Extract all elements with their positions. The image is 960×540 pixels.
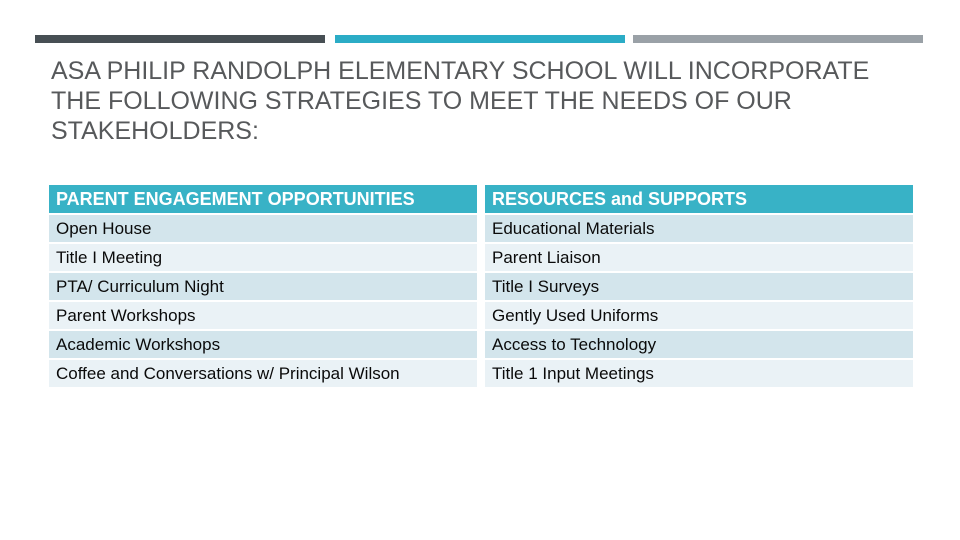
table-cell: Title 1 Input Meetings — [485, 360, 913, 387]
slide-title — [51, 56, 869, 146]
table-cell: Educational Materials — [485, 215, 913, 242]
accent-bar-dark — [35, 35, 325, 43]
table-cell: Title I Meeting — [49, 244, 477, 271]
table-cell: Coffee and Conversations w/ Principal Wilson — [49, 360, 477, 387]
table-cell: Parent Liaison — [485, 244, 913, 271]
accent-bar-gray — [633, 35, 923, 43]
table-cell: Open House — [49, 215, 477, 242]
table-cell: Gently Used Uniforms — [485, 302, 913, 329]
table-cell: Access to Technology — [485, 331, 913, 358]
column-header-resources-supports: RESOURCES and SUPPORTS — [485, 185, 913, 213]
accent-bar-teal — [335, 35, 625, 43]
slide-title-line-1: ASA PHILIP RANDOLPH ELEMENTARY SCHOOL WILL INCORPORATE — [51, 57, 870, 85]
strategies-table — [49, 185, 913, 387]
slide-title-line-3: STAKEHOLDERS: — [51, 117, 259, 145]
table-cell: PTA/ Curriculum Night — [49, 273, 477, 300]
column-header-parent-engagement: PARENT ENGAGEMENT OPPORTUNITIES — [49, 185, 477, 213]
slide-title-line-2: THE FOLLOWING STRATEGIES TO MEET THE NEEDS OF OUR — [51, 87, 792, 115]
table-cell: Academic Workshops — [49, 331, 477, 358]
table-cell: Parent Workshops — [49, 302, 477, 329]
table-cell: Title I Surveys — [485, 273, 913, 300]
